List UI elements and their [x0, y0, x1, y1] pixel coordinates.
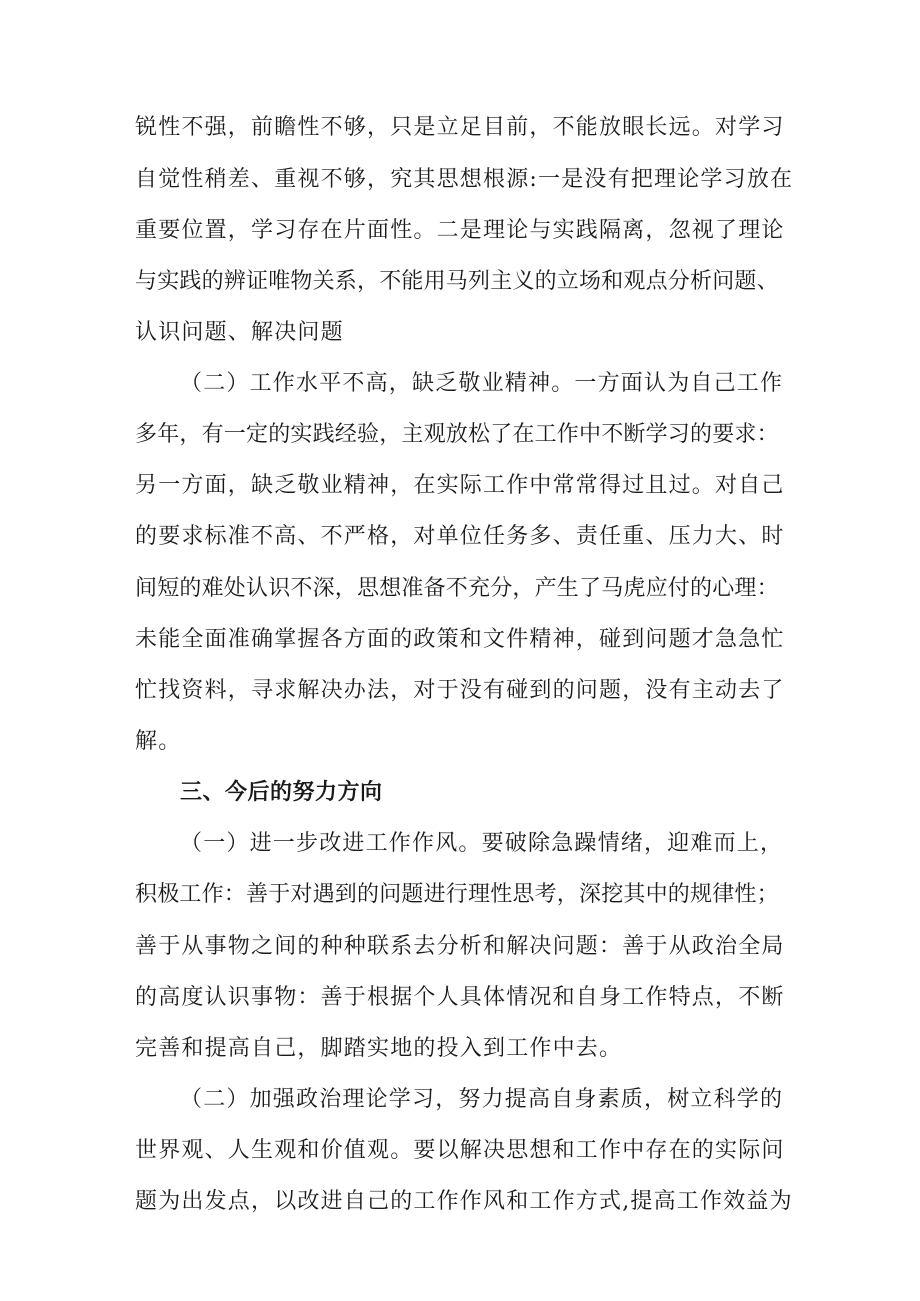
paragraph-line: 解。 — [135, 729, 182, 754]
paragraph-line: 重要位置，学习存在片面性。二是理论与实践隔离，忽视了理论 — [135, 218, 785, 243]
paragraph-line: 未能全面准确掌握各方面的政策和文件精神，碰到问题才急急忙 — [135, 627, 785, 652]
paragraph-line: 世界观、人生观和价值观。要以解决思想和工作中存在的实际问 — [135, 1138, 785, 1163]
paragraph-line: 间短的难处认识不深，思想准备不充分，产生了马虎应付的心理： — [135, 576, 779, 601]
paragraph-line: 忙找资料，寻求解决办法，对于没有碰到的问题，没有主动去了 — [135, 678, 785, 703]
paragraph-line: 认识问题、解决问题 — [135, 320, 344, 345]
paragraph-line: 完善和提高自己，脚踏实地的投入到工作中去。 — [135, 1036, 623, 1061]
paragraph-line: 的高度认识事物：善于根据个人具体情况和自身工作特点，不断 — [135, 985, 785, 1010]
paragraph-line: （二）工作水平不高，缺乏敬业精神。一方面认为自己工作 — [180, 371, 784, 396]
paragraph-line: （二）加强政治理论学习，努力提高自身素质，树立科学的 — [180, 1087, 784, 1112]
paragraph-line: 的要求标准不高、不严格，对单位任务多、责任重、压力大、时 — [135, 524, 785, 549]
section-heading: 三、今后的努力方向 — [180, 780, 383, 805]
paragraph-line: 善于从事物之间的种种联系去分析和解决问题：善于从政治全局 — [135, 934, 785, 959]
paragraph-line: 锐性不强，前瞻性不够，只是立足目前，不能放眼长远。对学习 — [135, 115, 785, 140]
paragraph-line: 与实践的辨证唯物关系，不能用马列主义的立场和观点分析问题、 — [135, 269, 779, 294]
paragraph-line: 多年，有一定的实践经验，主观放松了在工作中不断学习的要求： — [135, 422, 779, 447]
paragraph-line: （一）进一步改进工作作风。要破除急躁情绪，迎难而上， — [180, 831, 784, 856]
paragraph-line: 自觉性稍差、重视不够，究其思想根源:一是没有把理论学习放在 — [135, 167, 794, 192]
paragraph-line: 另一方面，缺乏敬业精神，在实际工作中常常得过且过。对自己 — [135, 473, 785, 498]
paragraph-line: 积极工作：善于对遇到的问题进行理性思考，深挖其中的规律性； — [135, 882, 779, 907]
paragraph-line: 题为出发点，以改进自己的工作作风和工作方式,提高工作效益为 — [135, 1189, 793, 1214]
